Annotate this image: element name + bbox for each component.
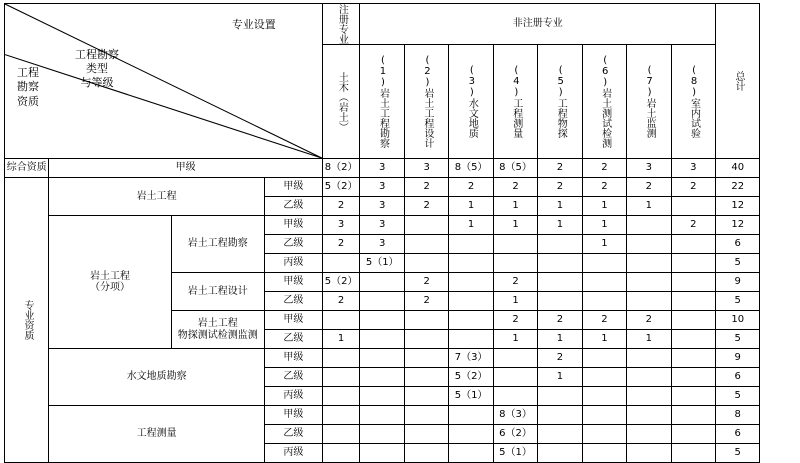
row-sub-8: 岩土工程 物探测试检测监测: [171, 311, 264, 349]
cell-6-0: 5（2）: [322, 273, 360, 292]
cell-14-0: [322, 425, 360, 444]
cell-7-8: [671, 292, 715, 311]
row-grade-15: 丙级: [264, 444, 322, 463]
cell-8-8: [671, 311, 715, 330]
cell-1-4: 2: [493, 178, 537, 197]
cell-7-3: [449, 292, 493, 311]
cell-7-1: [360, 292, 404, 311]
row-category-1: 岩土工程: [49, 178, 265, 216]
cell-5-6: [582, 254, 626, 273]
row-grade-6: 甲级: [264, 273, 322, 292]
row-group-comprehensive: 综合资质: [5, 159, 49, 178]
header-total: 总计: [715, 4, 759, 159]
row-grade-13: 甲级: [264, 406, 322, 425]
cell-9-3: [449, 330, 493, 349]
cell-12-total: 5: [715, 387, 759, 406]
cell-1-2: 2: [404, 178, 448, 197]
cell-9-1: [360, 330, 404, 349]
cell-6-1: [360, 273, 404, 292]
cell-3-3: 1: [449, 216, 493, 235]
cell-15-4: 5（1）: [493, 444, 537, 463]
cell-2-3: 1: [449, 197, 493, 216]
cell-11-0: [322, 368, 360, 387]
cell-12-5: [538, 387, 582, 406]
row-group-professional: 专业资质: [5, 178, 49, 463]
cell-15-7: [627, 444, 671, 463]
row-grade-7: 乙级: [264, 292, 322, 311]
cell-12-6: [582, 387, 626, 406]
cell-0-total: 40: [715, 159, 759, 178]
cell-14-1: [360, 425, 404, 444]
row-grade-1: 甲级: [264, 178, 322, 197]
cell-13-3: [449, 406, 493, 425]
cell-12-0: [322, 387, 360, 406]
cell-13-0: [322, 406, 360, 425]
cell-13-1: [360, 406, 404, 425]
cell-2-0: 2: [322, 197, 360, 216]
header-col-7: (7)岩土监测: [627, 45, 671, 159]
cell-15-8: [671, 444, 715, 463]
cell-2-5: 1: [538, 197, 582, 216]
header-col-1: (1)岩土工程勘察: [360, 45, 404, 159]
cell-9-6: 1: [582, 330, 626, 349]
cell-4-total: 6: [715, 235, 759, 254]
cell-5-0: [322, 254, 360, 273]
cell-9-2: [404, 330, 448, 349]
cell-10-2: [404, 349, 448, 368]
cell-10-4: [493, 349, 537, 368]
cell-10-8: [671, 349, 715, 368]
cell-2-8: [671, 197, 715, 216]
row-grade-4: 乙级: [264, 235, 322, 254]
cell-8-7: 2: [627, 311, 671, 330]
cell-2-total: 12: [715, 197, 759, 216]
row-grade-9: 乙级: [264, 330, 322, 349]
cell-13-8: [671, 406, 715, 425]
cell-1-1: 3: [360, 178, 404, 197]
cell-1-5: 2: [538, 178, 582, 197]
cell-3-6: 1: [582, 216, 626, 235]
header-col-8: (8)室内试验: [671, 45, 715, 159]
cell-14-6: [582, 425, 626, 444]
cell-4-2: [404, 235, 448, 254]
cell-13-7: [627, 406, 671, 425]
header-col-2: (2)岩土工程设计: [404, 45, 448, 159]
cell-2-6: 1: [582, 197, 626, 216]
cell-0-8: 3: [671, 159, 715, 178]
cell-7-5: [538, 292, 582, 311]
cell-15-5: [538, 444, 582, 463]
cell-8-2: [404, 311, 448, 330]
diagonal-header-cell: [5, 4, 323, 159]
cell-13-6: [582, 406, 626, 425]
cell-13-2: [404, 406, 448, 425]
cell-5-5: [538, 254, 582, 273]
cell-0-1: 3: [360, 159, 404, 178]
cell-11-8: [671, 368, 715, 387]
cell-2-4: 1: [493, 197, 537, 216]
cell-10-3: 7（3）: [449, 349, 493, 368]
cell-14-8: [671, 425, 715, 444]
cell-0-7: 3: [627, 159, 671, 178]
cell-12-2: [404, 387, 448, 406]
cell-1-0: 5（2）: [322, 178, 360, 197]
cell-6-6: [582, 273, 626, 292]
cell-5-3: [449, 254, 493, 273]
cell-3-2: [404, 216, 448, 235]
row-grade-14: 乙级: [264, 425, 322, 444]
cell-0-5: 2: [538, 159, 582, 178]
cell-1-7: 2: [627, 178, 671, 197]
cell-14-2: [404, 425, 448, 444]
cell-14-3: [449, 425, 493, 444]
header-col-4: (4)工程测量: [493, 45, 537, 159]
cell-12-3: 5（1）: [449, 387, 493, 406]
cell-13-5: [538, 406, 582, 425]
cell-8-6: 2: [582, 311, 626, 330]
cell-14-5: [538, 425, 582, 444]
cell-12-1: [360, 387, 404, 406]
cell-10-1: [360, 349, 404, 368]
qualification-table: [4, 3, 796, 463]
cell-4-6: 1: [582, 235, 626, 254]
cell-6-8: [671, 273, 715, 292]
row-grade-10: 甲级: [264, 349, 322, 368]
cell-4-1: 3: [360, 235, 404, 254]
cell-0-0: 8（2）: [322, 159, 360, 178]
cell-13-4: 8（3）: [493, 406, 537, 425]
cell-8-4: 2: [493, 311, 537, 330]
cell-12-4: [493, 387, 537, 406]
cell-9-0: 1: [322, 330, 360, 349]
cell-6-4: 2: [493, 273, 537, 292]
cell-0-6: 2: [582, 159, 626, 178]
row-grade-2: 乙级: [264, 197, 322, 216]
cell-10-total: 9: [715, 349, 759, 368]
cell-1-6: 2: [582, 178, 626, 197]
row-category-10: 水文地质勘察: [49, 349, 265, 406]
cell-15-3: [449, 444, 493, 463]
cell-4-7: [627, 235, 671, 254]
cell-2-1: 3: [360, 197, 404, 216]
cell-6-7: [627, 273, 671, 292]
cell-12-7: [627, 387, 671, 406]
cell-5-7: [627, 254, 671, 273]
cell-11-3: 5（2）: [449, 368, 493, 387]
row-grade-11: 乙级: [264, 368, 322, 387]
cell-4-8: [671, 235, 715, 254]
cell-3-5: 1: [538, 216, 582, 235]
header-col-6: (6)岩土测试检测: [582, 45, 626, 159]
cell-8-0: [322, 311, 360, 330]
cell-11-5: 1: [538, 368, 582, 387]
row-grade-3: 甲级: [264, 216, 322, 235]
row-grade-5: 丙级: [264, 254, 322, 273]
cell-11-2: [404, 368, 448, 387]
row-grade-0: 甲级: [49, 159, 322, 178]
cell-4-0: 2: [322, 235, 360, 254]
cell-9-total: 5: [715, 330, 759, 349]
cell-11-7: [627, 368, 671, 387]
header-nonregistered-group: 非注册专业: [360, 4, 716, 45]
cell-15-total: 5: [715, 444, 759, 463]
row-category-3: 岩土工程 （分项）: [49, 216, 171, 349]
cell-7-0: 2: [322, 292, 360, 311]
cell-15-0: [322, 444, 360, 463]
cell-9-4: 1: [493, 330, 537, 349]
cell-0-2: 3: [404, 159, 448, 178]
cell-14-total: 6: [715, 425, 759, 444]
cell-6-3: [449, 273, 493, 292]
cell-13-total: 8: [715, 406, 759, 425]
cell-10-5: 2: [538, 349, 582, 368]
cell-14-4: 6（2）: [493, 425, 537, 444]
row-grade-12: 丙级: [264, 387, 322, 406]
row-category-13: 工程测量: [49, 406, 265, 463]
cell-6-5: [538, 273, 582, 292]
cell-1-3: 2: [449, 178, 493, 197]
cell-5-4: [493, 254, 537, 273]
cell-8-5: 2: [538, 311, 582, 330]
cell-0-4: 8（5）: [493, 159, 537, 178]
cell-12-8: [671, 387, 715, 406]
cell-15-1: [360, 444, 404, 463]
cell-14-7: [627, 425, 671, 444]
cell-9-7: 1: [627, 330, 671, 349]
row-sub-6: 岩土工程设计: [171, 273, 264, 311]
cell-1-8: 2: [671, 178, 715, 197]
header-registered-group: 注册专业: [322, 4, 360, 45]
cell-8-total: 10: [715, 311, 759, 330]
cell-10-6: [582, 349, 626, 368]
cell-7-7: [627, 292, 671, 311]
cell-6-total: 9: [715, 273, 759, 292]
diagonal-header-middle-label: 工程勘察 类型 与等级: [75, 48, 119, 89]
diagonal-header-top-label: 专业设置: [231, 18, 276, 31]
cell-3-1: 3: [360, 216, 404, 235]
cell-8-3: [449, 311, 493, 330]
cell-10-0: [322, 349, 360, 368]
cell-5-1: 5（1）: [360, 254, 404, 273]
row-sub-3: 岩土工程勘察: [171, 216, 264, 273]
cell-9-8: [671, 330, 715, 349]
cell-3-4: 1: [493, 216, 537, 235]
cell-7-6: [582, 292, 626, 311]
cell-5-2: [404, 254, 448, 273]
row-grade-8: 甲级: [264, 311, 322, 330]
cell-1-total: 22: [715, 178, 759, 197]
cell-7-2: 2: [404, 292, 448, 311]
cell-4-4: [493, 235, 537, 254]
cell-5-8: [671, 254, 715, 273]
cell-8-1: [360, 311, 404, 330]
cell-11-4: [493, 368, 537, 387]
cell-3-7: [627, 216, 671, 235]
header-col-0: 土木（岩土）: [322, 45, 360, 159]
cell-15-2: [404, 444, 448, 463]
cell-11-1: [360, 368, 404, 387]
cell-6-2: 2: [404, 273, 448, 292]
cell-7-total: 5: [715, 292, 759, 311]
cell-7-4: 1: [493, 292, 537, 311]
diagonal-header-left-label: 工程 勘察 资质: [17, 66, 39, 108]
cell-5-total: 5: [715, 254, 759, 273]
cell-9-5: 1: [538, 330, 582, 349]
cell-11-total: 6: [715, 368, 759, 387]
cell-3-8: 2: [671, 216, 715, 235]
cell-2-2: 2: [404, 197, 448, 216]
cell-3-total: 12: [715, 216, 759, 235]
cell-4-5: [538, 235, 582, 254]
cell-0-3: 8（5）: [449, 159, 493, 178]
header-col-5: (5)工程物探: [538, 45, 582, 159]
cell-10-7: [627, 349, 671, 368]
cell-11-6: [582, 368, 626, 387]
cell-2-7: 1: [627, 197, 671, 216]
cell-4-3: [449, 235, 493, 254]
header-col-3: (3)水文地质: [449, 45, 493, 159]
cell-15-6: [582, 444, 626, 463]
cell-3-0: 3: [322, 216, 360, 235]
